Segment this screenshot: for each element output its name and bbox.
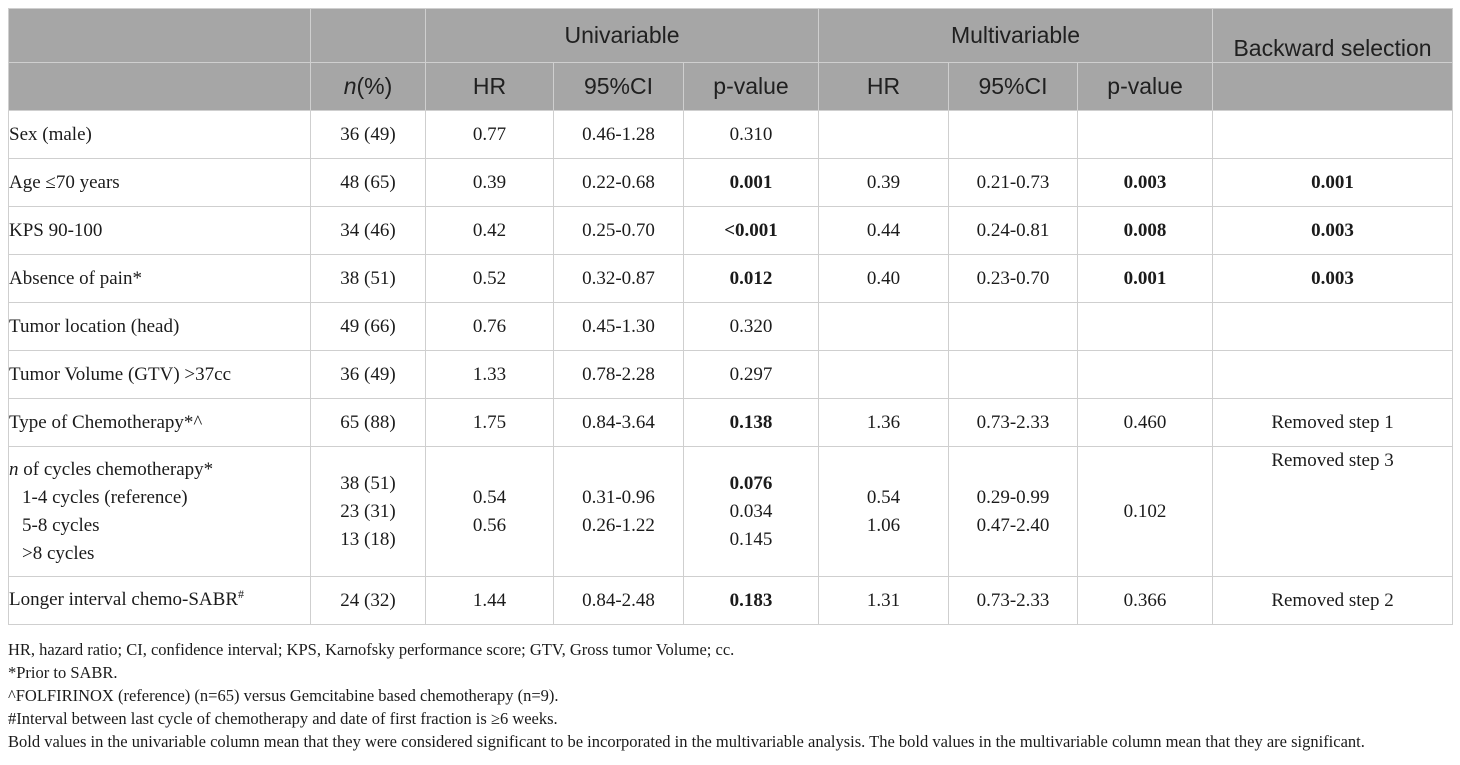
cell-n-percent: 34 (46) — [311, 207, 426, 255]
header-uni-ci: 95%CI — [554, 63, 684, 111]
cell-n-percent: 36 (49) — [311, 111, 426, 159]
cell-uni-ci — [554, 447, 684, 577]
cell-multi-hr: 1.31 — [819, 577, 949, 625]
row-label — [9, 447, 311, 577]
row-label: Absence of pain* — [9, 255, 311, 303]
table-row — [9, 111, 1453, 159]
cell-backward: 0.003 — [1213, 207, 1453, 255]
row-label — [9, 577, 311, 625]
cell-uni-ci: 0.78-2.28 — [554, 351, 684, 399]
cell-multi-p — [1078, 303, 1213, 351]
table-row — [9, 399, 1453, 447]
cell-multi-ci: 0.24-0.81 — [949, 207, 1078, 255]
cell-multi-ci — [949, 111, 1078, 159]
cell-backward: Removed step 3 — [1213, 447, 1453, 577]
cell-n-percent — [311, 447, 426, 577]
header-row — [9, 9, 1453, 63]
cell-multi-p: 0.102 — [1078, 447, 1213, 577]
cell-uni-p — [684, 447, 819, 577]
footnote: Bold values in the univariable column mean that they were considered significant to be incorporated in the multivariable analysis. The bold values in the multivariable column mean that they are significant. — [8, 732, 1365, 751]
row-sub-label: >8 cycles — [22, 542, 95, 564]
table-row — [9, 207, 1453, 255]
header-multivariable: Multivariable — [819, 9, 1213, 63]
table-row — [9, 577, 1453, 625]
cell-line: 0.076 — [729, 472, 773, 494]
table-row — [9, 351, 1453, 399]
footnote: HR, hazard ratio; CI, confidence interval; KPS, Karnofsky performance score; GTV, Gross tumor Volume; cc. — [8, 640, 735, 659]
header-empty-cell — [9, 63, 311, 111]
footnote: *Prior to SABR. — [8, 663, 118, 682]
cell-uni-hr: 1.75 — [426, 399, 554, 447]
cell-uni-ci: 0.84-3.64 — [554, 399, 684, 447]
table-row — [9, 447, 1453, 577]
header-empty-cell — [9, 9, 311, 63]
row-sub-label: 5-8 cycles — [22, 514, 100, 536]
cell-uni-hr: 1.33 — [426, 351, 554, 399]
cell-line: 0.56 — [472, 514, 507, 536]
cell-multi-p — [1078, 351, 1213, 399]
cell-line: 1.06 — [866, 514, 901, 536]
row-label-n-italic: n — [9, 458, 19, 480]
cell-n-percent: 24 (32) — [311, 577, 426, 625]
row-label-superscript: # — [238, 587, 245, 601]
header-n-rest: (%) — [356, 73, 393, 99]
cell-uni-ci: 0.46-1.28 — [554, 111, 684, 159]
row-label: Sex (male) — [9, 111, 311, 159]
cell-line: 0.31-0.96 — [582, 486, 655, 508]
cell-multi-hr — [819, 447, 949, 577]
cell-n-percent: 48 (65) — [311, 159, 426, 207]
row-label-rest: of cycles chemotherapy* — [18, 458, 214, 480]
cell-uni-ci: 0.84-2.48 — [554, 577, 684, 625]
cell-line: 0.145 — [729, 528, 773, 550]
table-row — [9, 255, 1453, 303]
cell-uni-p: <0.001 — [684, 207, 819, 255]
cell-multi-hr: 0.39 — [819, 159, 949, 207]
cell-uni-ci: 0.25-0.70 — [554, 207, 684, 255]
cell-uni-ci: 0.45-1.30 — [554, 303, 684, 351]
row-label: KPS 90-100 — [9, 207, 311, 255]
cell-multi-p: 0.366 — [1078, 577, 1213, 625]
cell-line: 0.47-2.40 — [976, 514, 1050, 536]
cell-line: 0.034 — [729, 500, 773, 522]
cell-multi-hr — [819, 303, 949, 351]
row-label: Age ≤70 years — [9, 159, 311, 207]
cell-uni-ci: 0.22-0.68 — [554, 159, 684, 207]
cell-line: 0.54 — [472, 486, 507, 508]
cell-uni-hr: 0.39 — [426, 159, 554, 207]
cell-multi-ci — [949, 303, 1078, 351]
header-uni-p: p-value — [684, 63, 819, 111]
cell-multi-hr: 0.44 — [819, 207, 949, 255]
cell-line: 0.54 — [866, 486, 901, 508]
cell-uni-p: 0.320 — [684, 303, 819, 351]
row-sub-label: 1-4 cycles (reference) — [22, 486, 188, 508]
cell-n-percent: 65 (88) — [311, 399, 426, 447]
cell-multi-ci: 0.23-0.70 — [949, 255, 1078, 303]
cell-uni-p: 0.297 — [684, 351, 819, 399]
results-table — [8, 8, 1453, 625]
cell-backward: Removed step 2 — [1213, 577, 1453, 625]
header-multi-p: p-value — [1078, 63, 1213, 111]
cell-line: 23 (31) — [340, 500, 396, 522]
header-backward-selection: Backward selection — [1213, 9, 1453, 63]
cell-uni-hr — [426, 447, 554, 577]
cell-uni-p: 0.183 — [684, 577, 819, 625]
cell-backward — [1213, 111, 1453, 159]
cell-multi-p: 0.003 — [1078, 159, 1213, 207]
row-label: Tumor location (head) — [9, 303, 311, 351]
cell-n-percent: 49 (66) — [311, 303, 426, 351]
cell-uni-p: 0.138 — [684, 399, 819, 447]
cell-uni-hr: 0.42 — [426, 207, 554, 255]
table-row — [9, 303, 1453, 351]
cell-uni-ci: 0.32-0.87 — [554, 255, 684, 303]
header-empty-cell — [311, 9, 426, 63]
header-row — [9, 63, 1453, 111]
cell-uni-p: 0.310 — [684, 111, 819, 159]
cell-multi-ci — [949, 351, 1078, 399]
cell-multi-p: 0.008 — [1078, 207, 1213, 255]
footnote: ^FOLFIRINOX (reference) (n=65) versus Gemcitabine based chemotherapy (n=9). — [8, 686, 559, 705]
cell-multi-ci: 0.21-0.73 — [949, 159, 1078, 207]
cell-n-percent: 36 (49) — [311, 351, 426, 399]
cell-multi-ci — [949, 447, 1078, 577]
row-label-text: Longer interval chemo-SABR — [9, 589, 239, 610]
cell-uni-hr: 0.77 — [426, 111, 554, 159]
cell-uni-hr: 0.52 — [426, 255, 554, 303]
table-body — [9, 111, 1453, 625]
cell-line: 0.26-1.22 — [582, 514, 655, 536]
cell-multi-ci: 0.73-2.33 — [949, 399, 1078, 447]
table-row — [9, 159, 1453, 207]
cell-backward — [1213, 303, 1453, 351]
cell-multi-ci: 0.73-2.33 — [949, 577, 1078, 625]
cell-uni-hr: 0.76 — [426, 303, 554, 351]
footnote: #Interval between last cycle of chemotherapy and date of first fraction is ≥6 weeks. — [8, 709, 558, 728]
cell-uni-hr: 1.44 — [426, 577, 554, 625]
cell-line: 13 (18) — [340, 528, 396, 550]
row-label: Type of Chemotherapy*^ — [9, 399, 311, 447]
cell-multi-hr — [819, 111, 949, 159]
cell-line: 38 (51) — [340, 472, 396, 494]
table-header — [9, 9, 1453, 111]
row-label: Tumor Volume (GTV) >37cc — [9, 351, 311, 399]
cell-backward: 0.001 — [1213, 159, 1453, 207]
cell-line: 0.29-0.99 — [976, 486, 1050, 508]
header-uni-hr: HR — [426, 63, 554, 111]
cell-n-percent: 38 (51) — [311, 255, 426, 303]
cell-uni-p: 0.012 — [684, 255, 819, 303]
cell-multi-hr — [819, 351, 949, 399]
header-univariable: Univariable — [426, 9, 819, 63]
cell-backward: Removed step 1 — [1213, 399, 1453, 447]
cell-multi-p: 0.460 — [1078, 399, 1213, 447]
cell-multi-p — [1078, 111, 1213, 159]
cell-backward: 0.003 — [1213, 255, 1453, 303]
header-n-percent — [311, 63, 426, 111]
header-n-italic: n — [343, 73, 357, 99]
cell-uni-p: 0.001 — [684, 159, 819, 207]
footnotes — [8, 638, 1452, 753]
cell-multi-hr: 1.36 — [819, 399, 949, 447]
row-label-main — [9, 456, 310, 484]
cell-multi-p: 0.001 — [1078, 255, 1213, 303]
cell-multi-hr: 0.40 — [819, 255, 949, 303]
cell-backward — [1213, 351, 1453, 399]
header-multi-hr: HR — [819, 63, 949, 111]
header-empty-cell — [1213, 63, 1453, 111]
header-multi-ci: 95%CI — [949, 63, 1078, 111]
